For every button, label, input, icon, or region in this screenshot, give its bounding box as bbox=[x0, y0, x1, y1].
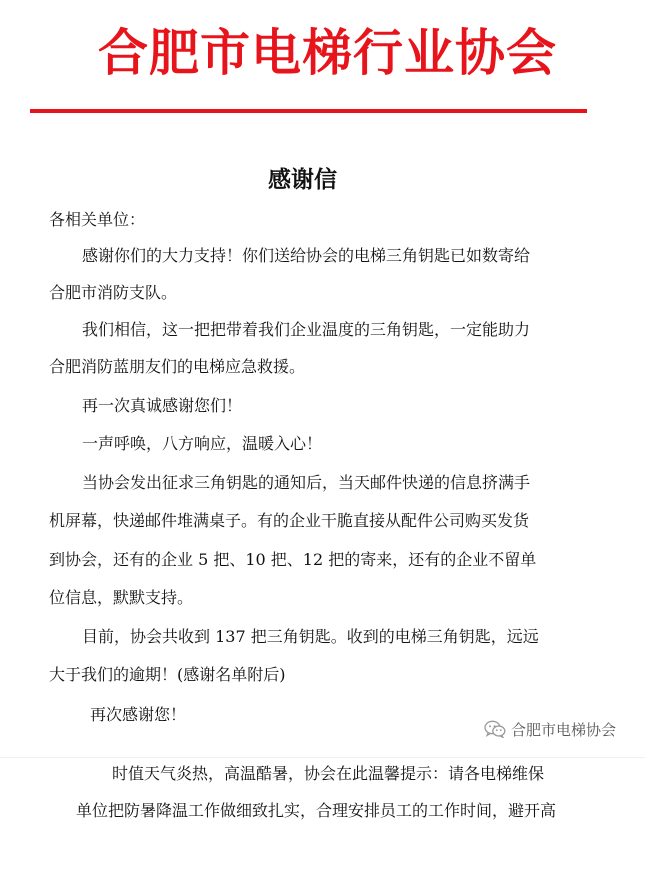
watermark-text: 合肥市电梯协会 bbox=[511, 720, 617, 739]
letter-line-2: 合肥市消防支队。 bbox=[49, 283, 178, 302]
letter-title: 感谢信 bbox=[268, 167, 337, 193]
letter-line-12: 大于我们的逾期！(感谢名单附后) bbox=[49, 665, 286, 684]
letter-line-4: 合肥消防蓝朋友们的电梯应急救援。 bbox=[49, 357, 306, 376]
letterhead-org-name: 合肥市电梯行业协会 bbox=[98, 24, 557, 82]
letter-line-13: 再次感谢您！ bbox=[90, 705, 187, 724]
letter-line-9: 到协会，还有的企业 5 把、10 把、12 把的寄来，还有的企业不留单 bbox=[49, 550, 537, 569]
letter-line-5: 再一次真诚感谢您们！ bbox=[82, 396, 243, 415]
letter-line-10: 位信息，默默支持。 bbox=[49, 588, 194, 607]
section-divider bbox=[0, 757, 645, 758]
letter-line-8: 机屏幕，快递邮件堆满桌子。有的企业干脆直接从配件公司购买发货 bbox=[49, 511, 530, 530]
wechat-watermark bbox=[484, 718, 616, 740]
wechat-icon bbox=[484, 720, 506, 738]
tip-line-1: 时值天气炎热，高温酷暑，协会在此温馨提示：请各电梯维保 bbox=[112, 764, 545, 783]
tip-line-2: 单位把防暑降温工作做细致扎实，合理安排员工的工作时间，避开高 bbox=[76, 801, 557, 820]
letter-salutation: 各相关单位： bbox=[49, 210, 146, 229]
letterhead-red-rule bbox=[30, 109, 587, 113]
letter-line-3: 我们相信，这一把把带着我们企业温度的三角钥匙，一定能助力 bbox=[82, 320, 531, 339]
letter-line-11: 目前，协会共收到 137 把三角钥匙。收到的电梯三角钥匙，远远 bbox=[82, 627, 539, 646]
letter-line-7: 当协会发出征求三角钥匙的通知后，当天邮件快递的信息挤满手 bbox=[82, 473, 531, 492]
letter-line-1: 感谢你们的大力支持！你们送给协会的电梯三角钥匙已如数寄给 bbox=[82, 246, 531, 265]
letter-line-6: 一声呼唤，八方响应，温暖入心！ bbox=[82, 434, 323, 453]
